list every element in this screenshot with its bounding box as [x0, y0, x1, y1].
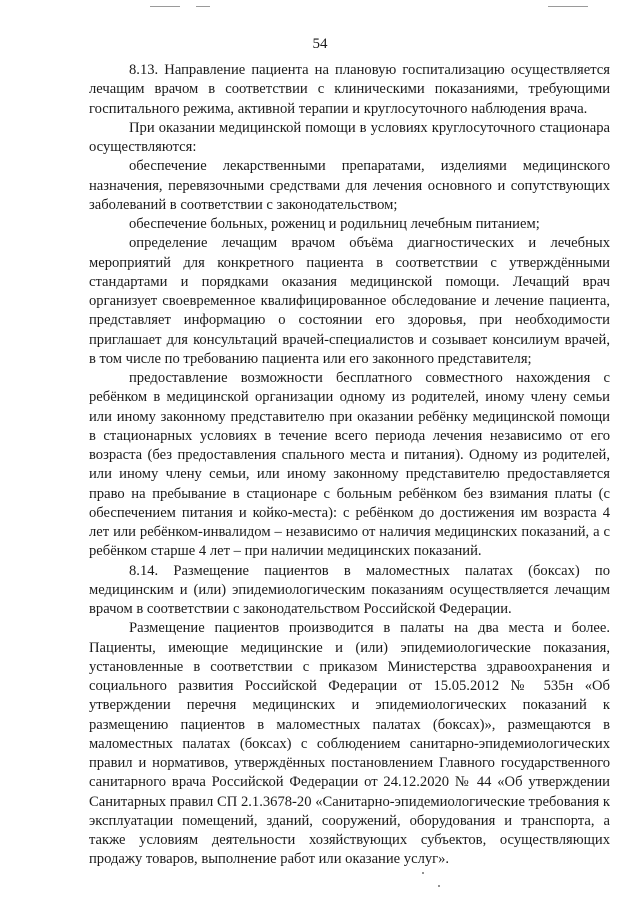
page-number: 54 — [312, 36, 328, 52]
paragraph-medication-supply: обеспечение лекарственными препаратами, изделиями медицинского назначения, перевязочными средствами для лечения основного и сопутствующих заболеваний в соответствии с законодательством; — [89, 158, 610, 213]
scan-speck — [422, 872, 424, 874]
paragraph-8-13: 8.13. Направление пациента на плановую госпитализацию осуществляется лечащим врачом в соответствии с клиническими показаниями, требующими госпитального режима, активной терапии и круглосуточного наблюдения врача. — [89, 62, 610, 117]
scan-mark — [548, 6, 588, 7]
document-body — [89, 61, 610, 870]
paragraph-inpatient-intro: При оказании медицинской помощи в условиях круглосуточного стационара осуществляются: — [89, 119, 610, 155]
paragraph-nutrition: обеспечение больных, рожениц и родильниц лечебным питанием; — [129, 216, 540, 232]
scan-mark — [150, 6, 180, 7]
paragraph-8-14: 8.14. Размещение пациентов в маломестных палатах (боксах) по медицинским и (или) эпидемиологическим показаниям осуществляется лечащим врачом в соответствии с законодательством Российской Федерации. — [89, 562, 610, 617]
paragraph-attending-physician: определение лечащим врачом объёма диагностических и лечебных мероприятий для конкретного пациента в соответствии с утверждёнными стандартами и порядками оказания медицинской помощи. Лечащий врач организует своевременное квалифицированное обследование и лечение пациента, представляет информацию о состоянии его здоровья, при необходимости приглашает для консультаций врачей-специалистов и созывает консилиум врачей, в том числе по требованию пациента или его законного представителя; — [89, 235, 610, 367]
scan-mark — [196, 6, 210, 7]
paragraph-parent-stay: предоставление возможности бесплатного совместного нахождения с ребёнком в медицинской организации одному из родителей, иному члену семьи или иному законному представителю при оказании ребёнку медицинской помощи в стационарных условиях в течение всего периода лечения независимо от его возраста (без предоставления спального места и питания). Одному из родителей, или иному члену семьи, или иному законному представителю предоставляется право на пребывание в стационаре с больным ребёнком без взимания платы (с обеспечением питания и койко-места): с ребёнком до достижения им возраста 4 лет или ребёнком-инвалидом – независимо от наличия медицинских показаний, а с ребёнком старше 4 лет – при наличии медицинских показаний. — [89, 370, 610, 560]
scan-speck — [438, 885, 440, 887]
paragraph-ward-placement: Размещение пациентов производится в палаты на два места и более. Пациенты, имеющие медицинские и (или) эпидемиологические показания, установленные в соответствии с приказом Министерства здравоохранения и социального развития Российской Федерации от 15.05.2012 № 535н «Об утверждении перечня медицинских и эпидемиологических показаний к размещению пациентов в маломестных палатах (боксах)», размещаются в маломестных палатах (боксах) с соблюдением санитарно-эпидемиологических правил и нормативов, утверждённых постановлением Главного государственного санитарного врача Российской Федерации от 24.12.2020 № 44 «Об утверждении Санитарных правил СП 2.1.3678-20 «Санитарно-эпидемиологические требования к эксплуатации помещений, зданий, сооружений, оборудования и транспорта, а также условиям деятельности хозяйствующих субъектов, осуществляющих продажу товаров, выполнение работ или оказание услуг». — [89, 620, 610, 868]
